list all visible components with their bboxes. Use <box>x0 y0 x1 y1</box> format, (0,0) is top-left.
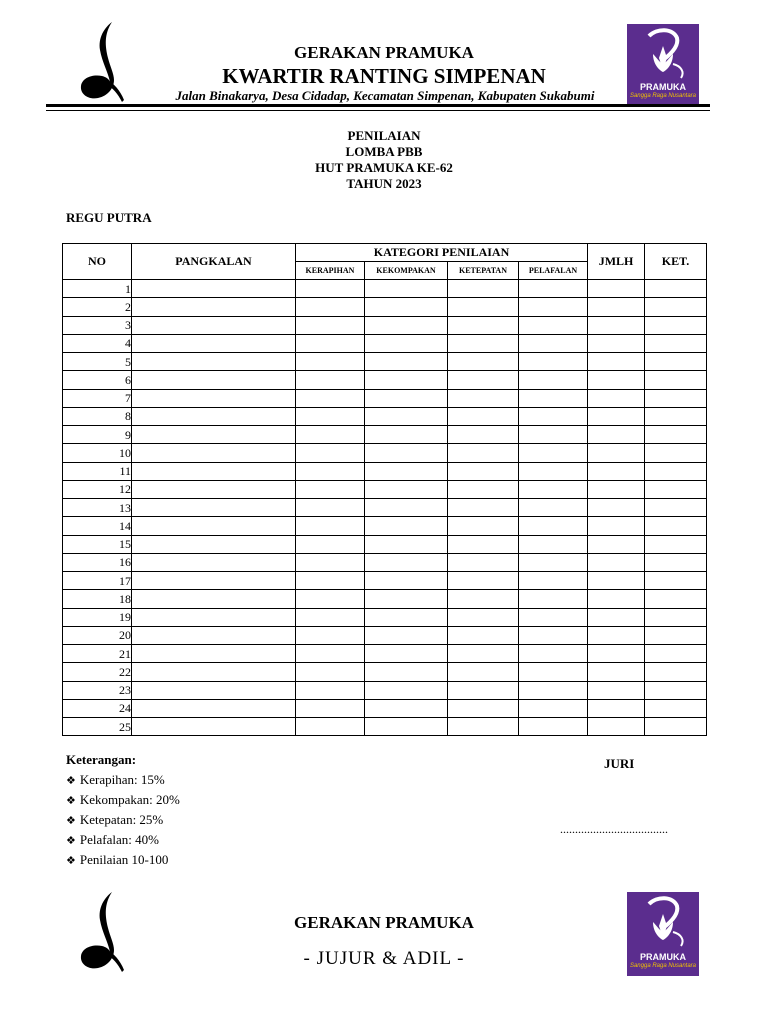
header-ketepatan: KETEPATAN <box>448 262 519 280</box>
badge-tagline-footer: Sangga Raga Nusantara <box>629 963 697 969</box>
row-number: 8 <box>63 407 132 425</box>
row-number: 21 <box>63 645 132 663</box>
cell-pelafalan[interactable] <box>519 553 588 571</box>
cell-jmlh[interactable] <box>588 316 645 334</box>
cell-pangkalan[interactable] <box>132 407 296 425</box>
cell-kekompakan[interactable] <box>365 444 448 462</box>
note-kekompakan: ❖ Kekompakan: 20% <box>66 790 180 810</box>
title-line-2: LOMBA PBB <box>345 144 423 159</box>
cell-kekompakan[interactable] <box>365 663 448 681</box>
cell-ket[interactable] <box>645 371 707 389</box>
cell-pangkalan[interactable] <box>132 535 296 553</box>
cell-pelafalan[interactable] <box>519 517 588 535</box>
badge-tagline: Sangga Raga Nusantara <box>629 93 697 99</box>
table-row <box>63 681 707 699</box>
cell-ketepatan[interactable] <box>448 517 519 535</box>
row-number: 23 <box>63 681 132 699</box>
table-row <box>63 316 707 334</box>
cell-kekompakan[interactable] <box>365 462 448 480</box>
note-ketepatan: ❖ Ketepatan: 25% <box>66 810 180 830</box>
cell-pangkalan[interactable] <box>132 389 296 407</box>
header-divider-thick <box>46 104 710 107</box>
cell-ketepatan[interactable] <box>448 663 519 681</box>
row-number: 25 <box>63 718 132 736</box>
cell-ket[interactable] <box>645 499 707 517</box>
cell-pangkalan[interactable] <box>132 334 296 352</box>
cell-kekompakan[interactable] <box>365 681 448 699</box>
cell-kerapihan[interactable] <box>296 590 365 608</box>
fleur-de-lis-icon <box>627 892 699 952</box>
cell-ketepatan[interactable] <box>448 316 519 334</box>
cell-ket[interactable] <box>645 444 707 462</box>
cell-pelafalan[interactable] <box>519 444 588 462</box>
cell-kerapihan[interactable] <box>296 316 365 334</box>
cell-ket[interactable] <box>645 535 707 553</box>
cell-pelafalan[interactable] <box>519 298 588 316</box>
cell-kerapihan[interactable] <box>296 480 365 498</box>
cell-pangkalan[interactable] <box>132 590 296 608</box>
cell-ket[interactable] <box>645 389 707 407</box>
cell-ket[interactable] <box>645 590 707 608</box>
cell-ketepatan[interactable] <box>448 572 519 590</box>
title-line-4: TAHUN 2023 <box>346 176 422 191</box>
cell-ket[interactable] <box>645 334 707 352</box>
cell-jmlh[interactable] <box>588 480 645 498</box>
cell-jmlh[interactable] <box>588 353 645 371</box>
header-ket: KET. <box>645 244 707 280</box>
row-number: 9 <box>63 426 132 444</box>
cell-pangkalan[interactable] <box>132 371 296 389</box>
cell-pangkalan[interactable] <box>132 626 296 644</box>
cell-jmlh[interactable] <box>588 681 645 699</box>
cell-ket[interactable] <box>645 426 707 444</box>
cell-pelafalan[interactable] <box>519 426 588 444</box>
cell-jmlh[interactable] <box>588 663 645 681</box>
cell-pelafalan[interactable] <box>519 353 588 371</box>
cell-pangkalan[interactable] <box>132 499 296 517</box>
footer-motto: - JUJUR & ADIL - <box>303 948 465 969</box>
cell-pelafalan[interactable] <box>519 371 588 389</box>
cell-jmlh[interactable] <box>588 608 645 626</box>
cell-ketepatan[interactable] <box>448 462 519 480</box>
cell-kerapihan[interactable] <box>296 499 365 517</box>
header-pelafalan: PELAFALAN <box>519 262 588 280</box>
cell-ket[interactable] <box>645 407 707 425</box>
cell-kekompakan[interactable] <box>365 590 448 608</box>
cell-pelafalan[interactable] <box>519 535 588 553</box>
cell-pangkalan[interactable] <box>132 608 296 626</box>
row-number: 17 <box>63 572 132 590</box>
table-row <box>63 407 707 425</box>
cell-pelafalan[interactable] <box>519 699 588 717</box>
cell-ket[interactable] <box>645 517 707 535</box>
cell-kekompakan[interactable] <box>365 718 448 736</box>
row-number: 18 <box>63 590 132 608</box>
table-row <box>63 663 707 681</box>
cell-pangkalan[interactable] <box>132 426 296 444</box>
pramuka-badge-logo <box>627 24 699 106</box>
cell-pangkalan[interactable] <box>132 280 296 298</box>
cell-kekompakan[interactable] <box>365 353 448 371</box>
cell-jmlh[interactable] <box>588 535 645 553</box>
cell-ketepatan[interactable] <box>448 590 519 608</box>
cell-kekompakan[interactable] <box>365 645 448 663</box>
signature-line: .................................... <box>560 822 668 836</box>
cell-pelafalan[interactable] <box>519 626 588 644</box>
cell-ket[interactable] <box>645 626 707 644</box>
cell-ket[interactable] <box>645 645 707 663</box>
row-number: 4 <box>63 334 132 352</box>
cell-pangkalan[interactable] <box>132 517 296 535</box>
cell-jmlh[interactable] <box>588 645 645 663</box>
cell-ket[interactable] <box>645 572 707 590</box>
table-row <box>63 444 707 462</box>
table-row <box>63 426 707 444</box>
cell-ket[interactable] <box>645 681 707 699</box>
cell-jmlh[interactable] <box>588 626 645 644</box>
cell-kerapihan[interactable] <box>296 681 365 699</box>
row-number: 7 <box>63 389 132 407</box>
table-row <box>63 371 707 389</box>
score-table <box>62 243 707 736</box>
header-org: GERAKAN PRAMUKA <box>294 43 474 62</box>
cell-ketepatan[interactable] <box>448 353 519 371</box>
cell-pangkalan[interactable] <box>132 480 296 498</box>
title-line-1: PENILAIAN <box>347 128 421 143</box>
cell-pelafalan[interactable] <box>519 681 588 699</box>
cell-ketepatan[interactable] <box>448 699 519 717</box>
header-pangkalan: PANGKALAN <box>132 244 296 280</box>
table-row <box>63 389 707 407</box>
table-row <box>63 699 707 717</box>
table-row <box>63 480 707 498</box>
notes-list <box>66 770 180 870</box>
cell-jmlh[interactable] <box>588 298 645 316</box>
cell-pelafalan[interactable] <box>519 645 588 663</box>
badge-name-footer: PRAMUKA <box>640 952 686 962</box>
cell-kerapihan[interactable] <box>296 626 365 644</box>
table-row <box>63 298 707 316</box>
cell-pelafalan[interactable] <box>519 590 588 608</box>
cell-ketepatan[interactable] <box>448 535 519 553</box>
cell-kekompakan[interactable] <box>365 572 448 590</box>
cell-ket[interactable] <box>645 316 707 334</box>
cell-ketepatan[interactable] <box>448 608 519 626</box>
header-kwartir: KWARTIR RANTING SIMPENAN <box>222 64 546 88</box>
table-row <box>63 334 707 352</box>
title-line-3: HUT PRAMUKA KE-62 <box>315 160 453 175</box>
row-number: 19 <box>63 608 132 626</box>
cell-jmlh[interactable] <box>588 371 645 389</box>
row-number: 3 <box>63 316 132 334</box>
cell-kerapihan[interactable] <box>296 444 365 462</box>
row-number: 24 <box>63 699 132 717</box>
cell-pelafalan[interactable] <box>519 462 588 480</box>
cell-kerapihan[interactable] <box>296 535 365 553</box>
cell-jmlh[interactable] <box>588 426 645 444</box>
cell-kerapihan[interactable] <box>296 353 365 371</box>
cell-kerapihan[interactable] <box>296 572 365 590</box>
cell-jmlh[interactable] <box>588 590 645 608</box>
badge-name: PRAMUKA <box>640 82 686 92</box>
cell-kerapihan[interactable] <box>296 553 365 571</box>
cell-pangkalan[interactable] <box>132 663 296 681</box>
row-number: 2 <box>63 298 132 316</box>
cell-ketepatan[interactable] <box>448 499 519 517</box>
cell-pelafalan[interactable] <box>519 499 588 517</box>
cell-pelafalan[interactable] <box>519 407 588 425</box>
cell-kerapihan[interactable] <box>296 334 365 352</box>
cell-pangkalan[interactable] <box>132 353 296 371</box>
cell-kerapihan[interactable] <box>296 407 365 425</box>
cell-ket[interactable] <box>645 462 707 480</box>
cell-ketepatan[interactable] <box>448 626 519 644</box>
cell-pangkalan[interactable] <box>132 444 296 462</box>
cell-pangkalan[interactable] <box>132 718 296 736</box>
cell-ketepatan[interactable] <box>448 681 519 699</box>
cell-pelafalan[interactable] <box>519 334 588 352</box>
cell-ket[interactable] <box>645 718 707 736</box>
cell-pelafalan[interactable] <box>519 663 588 681</box>
cell-kekompakan[interactable] <box>365 371 448 389</box>
cell-ketepatan[interactable] <box>448 280 519 298</box>
cell-jmlh[interactable] <box>588 517 645 535</box>
header-jmlh: JMLH <box>588 244 645 280</box>
cell-jmlh[interactable] <box>588 280 645 298</box>
cell-jmlh[interactable] <box>588 718 645 736</box>
cell-pangkalan[interactable] <box>132 298 296 316</box>
table-row <box>63 572 707 590</box>
cell-pelafalan[interactable] <box>519 480 588 498</box>
cell-ketepatan[interactable] <box>448 426 519 444</box>
cell-ketepatan[interactable] <box>448 553 519 571</box>
regu-label: REGU PUTRA <box>66 210 152 225</box>
table-row <box>63 718 707 736</box>
cell-pelafalan[interactable] <box>519 718 588 736</box>
note-pelafalan: ❖ Pelafalan: 40% <box>66 830 180 850</box>
cell-kekompakan[interactable] <box>365 316 448 334</box>
row-number: 6 <box>63 371 132 389</box>
header-kekompakan: KEKOMPAKAN <box>365 262 448 280</box>
cell-ket[interactable] <box>645 298 707 316</box>
cell-ketepatan[interactable] <box>448 334 519 352</box>
cell-jmlh[interactable] <box>588 462 645 480</box>
cell-kerapihan[interactable] <box>296 699 365 717</box>
cell-pelafalan[interactable] <box>519 389 588 407</box>
footer-org: GERAKAN PRAMUKA <box>294 913 474 932</box>
cell-jmlh[interactable] <box>588 389 645 407</box>
cell-kerapihan[interactable] <box>296 645 365 663</box>
cell-kerapihan[interactable] <box>296 718 365 736</box>
row-number: 11 <box>63 462 132 480</box>
cell-pelafalan[interactable] <box>519 608 588 626</box>
cell-kekompakan[interactable] <box>365 480 448 498</box>
cell-kerapihan[interactable] <box>296 426 365 444</box>
cell-jmlh[interactable] <box>588 334 645 352</box>
table-row <box>63 608 707 626</box>
table-row <box>63 553 707 571</box>
cell-kerapihan[interactable] <box>296 389 365 407</box>
cell-pangkalan[interactable] <box>132 316 296 334</box>
cell-kekompakan[interactable] <box>365 626 448 644</box>
cell-ketepatan[interactable] <box>448 718 519 736</box>
cell-pelafalan[interactable] <box>519 280 588 298</box>
header-address: Jalan Binakarya, Desa Cidadap, Kecamatan Simpenan, Kabupaten Sukabumi <box>175 88 595 103</box>
cell-jmlh[interactable] <box>588 572 645 590</box>
notes-title: Keterangan: <box>66 752 137 767</box>
cell-kerapihan[interactable] <box>296 371 365 389</box>
header-no: NO <box>63 244 132 280</box>
header-kategori: KATEGORI PENILAIAN <box>296 244 588 262</box>
row-number: 14 <box>63 517 132 535</box>
cell-kekompakan[interactable] <box>365 298 448 316</box>
row-number: 10 <box>63 444 132 462</box>
cell-kekompakan[interactable] <box>365 699 448 717</box>
cell-ketepatan[interactable] <box>448 645 519 663</box>
score-table-body <box>63 280 707 736</box>
note-kerapihan: ❖ Kerapihan: 15% <box>66 770 180 790</box>
cell-kerapihan[interactable] <box>296 663 365 681</box>
juri-label: JURI <box>604 756 635 771</box>
cell-kekompakan[interactable] <box>365 334 448 352</box>
cell-ketepatan[interactable] <box>448 298 519 316</box>
cell-jmlh[interactable] <box>588 499 645 517</box>
row-number: 22 <box>63 663 132 681</box>
cell-ketepatan[interactable] <box>448 407 519 425</box>
table-row <box>63 353 707 371</box>
cell-kerapihan[interactable] <box>296 608 365 626</box>
cell-kekompakan[interactable] <box>365 389 448 407</box>
table-row <box>63 626 707 644</box>
cell-ket[interactable] <box>645 353 707 371</box>
cell-pangkalan[interactable] <box>132 699 296 717</box>
cell-pangkalan[interactable] <box>132 645 296 663</box>
cell-ket[interactable] <box>645 553 707 571</box>
cell-kekompakan[interactable] <box>365 608 448 626</box>
row-number: 1 <box>63 280 132 298</box>
cell-pelafalan[interactable] <box>519 572 588 590</box>
cell-jmlh[interactable] <box>588 444 645 462</box>
table-row <box>63 535 707 553</box>
fleur-de-lis-icon <box>627 24 699 84</box>
cell-pangkalan[interactable] <box>132 681 296 699</box>
cell-kekompakan[interactable] <box>365 426 448 444</box>
row-number: 16 <box>63 553 132 571</box>
tunas-kelapa-logo <box>78 18 128 106</box>
cell-ketepatan[interactable] <box>448 444 519 462</box>
cell-kekompakan[interactable] <box>365 553 448 571</box>
header-divider-thin <box>46 110 710 111</box>
table-row <box>63 517 707 535</box>
cell-ket[interactable] <box>645 663 707 681</box>
cell-jmlh[interactable] <box>588 553 645 571</box>
cell-pangkalan[interactable] <box>132 462 296 480</box>
cell-ket[interactable] <box>645 280 707 298</box>
table-row <box>63 462 707 480</box>
cell-kekompakan[interactable] <box>365 499 448 517</box>
cell-pangkalan[interactable] <box>132 572 296 590</box>
cell-ket[interactable] <box>645 480 707 498</box>
cell-ketepatan[interactable] <box>448 480 519 498</box>
cell-ketepatan[interactable] <box>448 389 519 407</box>
row-number: 12 <box>63 480 132 498</box>
cell-kerapihan[interactable] <box>296 280 365 298</box>
cell-kerapihan[interactable] <box>296 517 365 535</box>
table-row <box>63 280 707 298</box>
cell-kekompakan[interactable] <box>365 517 448 535</box>
cell-kerapihan[interactable] <box>296 462 365 480</box>
cell-kekompakan[interactable] <box>365 535 448 553</box>
tunas-kelapa-logo-footer <box>78 888 128 976</box>
header-kerapihan: KERAPIHAN <box>296 262 365 280</box>
table-row <box>63 590 707 608</box>
note-penilaian: ❖ Penilaian 10-100 <box>66 850 180 870</box>
cell-pangkalan[interactable] <box>132 553 296 571</box>
cell-ketepatan[interactable] <box>448 371 519 389</box>
row-number: 15 <box>63 535 132 553</box>
table-row <box>63 645 707 663</box>
cell-ket[interactable] <box>645 699 707 717</box>
cell-jmlh[interactable] <box>588 699 645 717</box>
cell-kerapihan[interactable] <box>296 298 365 316</box>
cell-ket[interactable] <box>645 608 707 626</box>
cell-kekompakan[interactable] <box>365 280 448 298</box>
row-number: 20 <box>63 626 132 644</box>
cell-jmlh[interactable] <box>588 407 645 425</box>
cell-pelafalan[interactable] <box>519 316 588 334</box>
row-number: 13 <box>63 499 132 517</box>
row-number: 5 <box>63 353 132 371</box>
pramuka-badge-logo-footer <box>627 892 699 976</box>
cell-kekompakan[interactable] <box>365 407 448 425</box>
table-row <box>63 499 707 517</box>
